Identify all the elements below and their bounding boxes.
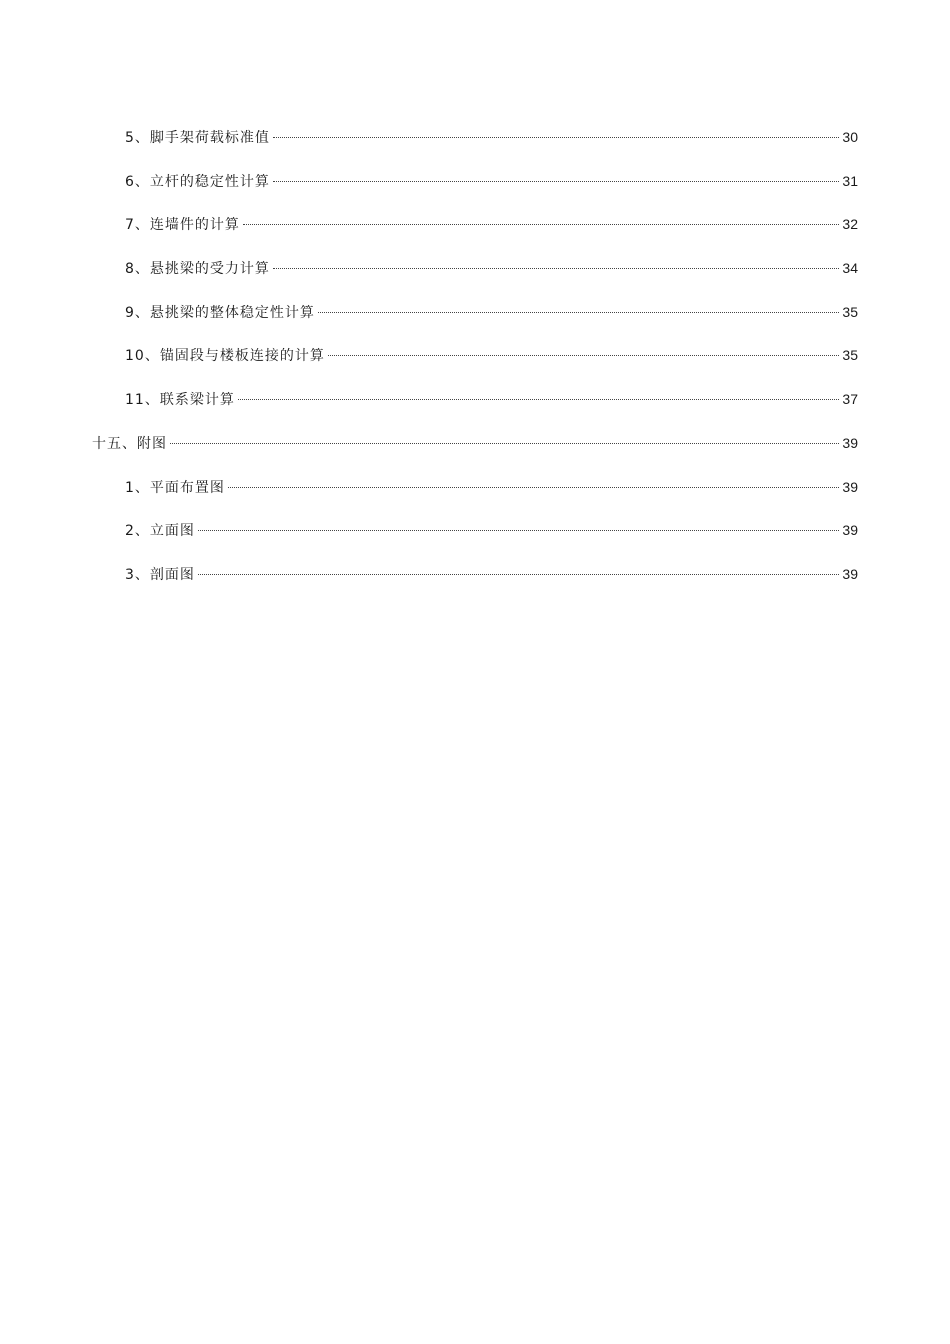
toc-leader-dots [243,224,840,225]
toc-page-number: 34 [842,260,858,276]
toc-entry[interactable] [125,388,858,410]
toc-leader-dots [228,487,840,488]
toc-entry[interactable] [125,170,858,192]
toc-leader-dots [328,355,840,356]
toc-page-number: 39 [842,479,858,495]
toc-entry-label: 5、脚手架荷载标准值 [125,130,270,146]
toc-entry-label: 3、剖面图 [125,567,195,583]
toc-entry-label: 9、悬挑梁的整体稳定性计算 [125,305,315,321]
toc-entry[interactable] [125,126,858,148]
toc-entry[interactable] [125,213,858,235]
toc-entry-label: 11、联系梁计算 [125,392,235,408]
toc-leader-dots [273,268,840,269]
toc-entry[interactable] [125,257,858,279]
toc-entry-label: 10、锚固段与楼板连接的计算 [125,348,325,364]
toc-page-number: 37 [842,391,858,407]
toc-leader-dots [273,181,840,182]
toc-entry[interactable] [125,476,858,498]
toc-entry-label: 6、立杆的稳定性计算 [125,174,270,190]
toc-section-entry[interactable] [92,432,858,454]
toc-leader-dots [273,137,840,138]
toc-entry[interactable] [125,519,858,541]
toc-leader-dots [198,574,840,575]
toc-leader-dots [170,443,839,444]
toc-entry[interactable] [125,344,858,366]
toc-leader-dots [198,530,840,531]
toc-entry-label: 1、平面布置图 [125,480,225,496]
toc-page-number: 30 [842,129,858,145]
toc-page-number: 35 [842,304,858,320]
toc-entry[interactable] [125,301,858,323]
toc-page-number: 35 [842,347,858,363]
toc-entry-label: 十五、附图 [92,436,167,452]
toc-entry[interactable] [125,563,858,585]
toc-page-number: 32 [842,216,858,232]
toc-page-number: 39 [842,566,858,582]
toc-entry-label: 7、连墙件的计算 [125,217,240,233]
toc-page-number: 39 [842,522,858,538]
toc-page-number: 31 [842,173,858,189]
toc-leader-dots [238,399,840,400]
toc-entry-label: 8、悬挑梁的受力计算 [125,261,270,277]
toc-entry-label: 2、立面图 [125,523,195,539]
toc-page-number: 39 [842,435,858,451]
toc-leader-dots [318,312,840,313]
